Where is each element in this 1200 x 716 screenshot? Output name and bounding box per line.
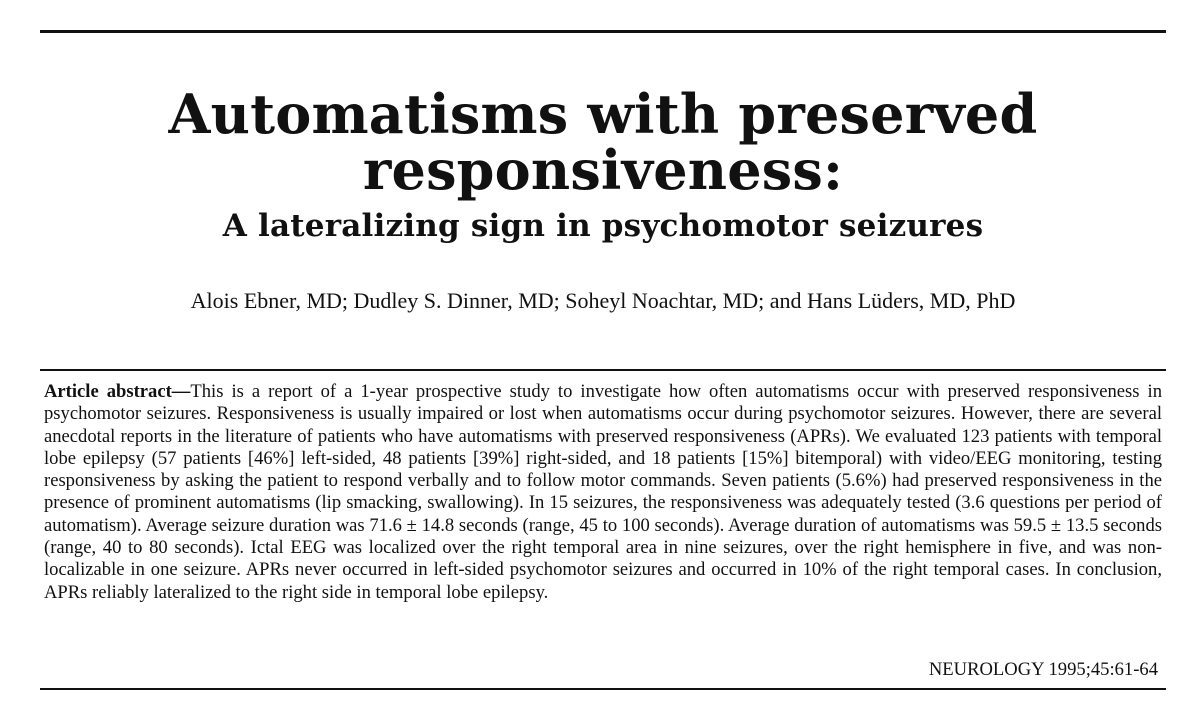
abstract-text: This is a report of a 1-year prospective study to investigate how often automatisms occur with preserved responsiveness in psychomotor seizures. Responsiveness is usually impaired or lost when automatisms occur during psychomotor seizures. However, there are several anecdotal reports in the literature of patients who have automatisms with preserved responsiveness (APRs). We evaluated 123 patients with temporal lobe epilepsy (57 patients [46%] left-sided, 48 patients [39%] right-sided, and 18 patients [15%] bitemporal) with video/EEG monitoring, testing responsiveness by asking the patient to respond verbally and to follow motor commands. Seven patients (5.6%) had preserved responsiveness in the presence of prominent automatisms (lip smacking, swallowing). In 15 seizures, the responsiveness was adequately tested (3.6 questions per period of automatism). Average seizure duration was 71.6 ± 14.8 seconds (range, 45 to 100 seconds). Average duration of automatisms was 59.5 ± 13.5 seconds (range, 40 to 80 seconds). Ictal EEG was localized over the right temporal area in nine seizures, over the right hemisphere in five, and was nonlocalizable in one seizure. APRs never occurred in left-sided psychomotor seizures and occurred in 10% of the right temporal cases. In conclusion, APRs reliably lateralized to the right side in temporal lobe epilepsy. xyxy=(44,381,1162,603)
abstract-paragraph xyxy=(44,381,1162,604)
abstract-label: Article abstract— xyxy=(44,381,191,402)
author-list: Alois Ebner, MD; Dudley S. Dinner, MD; Soheyl Noachtar, MD; and Hans Lüders, MD, PhD xyxy=(190,288,1016,313)
article-title-line-2: responsiveness: xyxy=(362,138,844,202)
article-subtitle: A lateralizing sign in psychomotor seizures xyxy=(222,208,984,244)
journal-citation: NEUROLOGY 1995;45:61-64 xyxy=(928,659,1158,680)
article-title-line-1: Automatisms with preserved xyxy=(168,82,1038,146)
top-rule xyxy=(40,30,1166,33)
abstract-top-rule xyxy=(40,369,1166,371)
bottom-rule xyxy=(40,688,1166,690)
